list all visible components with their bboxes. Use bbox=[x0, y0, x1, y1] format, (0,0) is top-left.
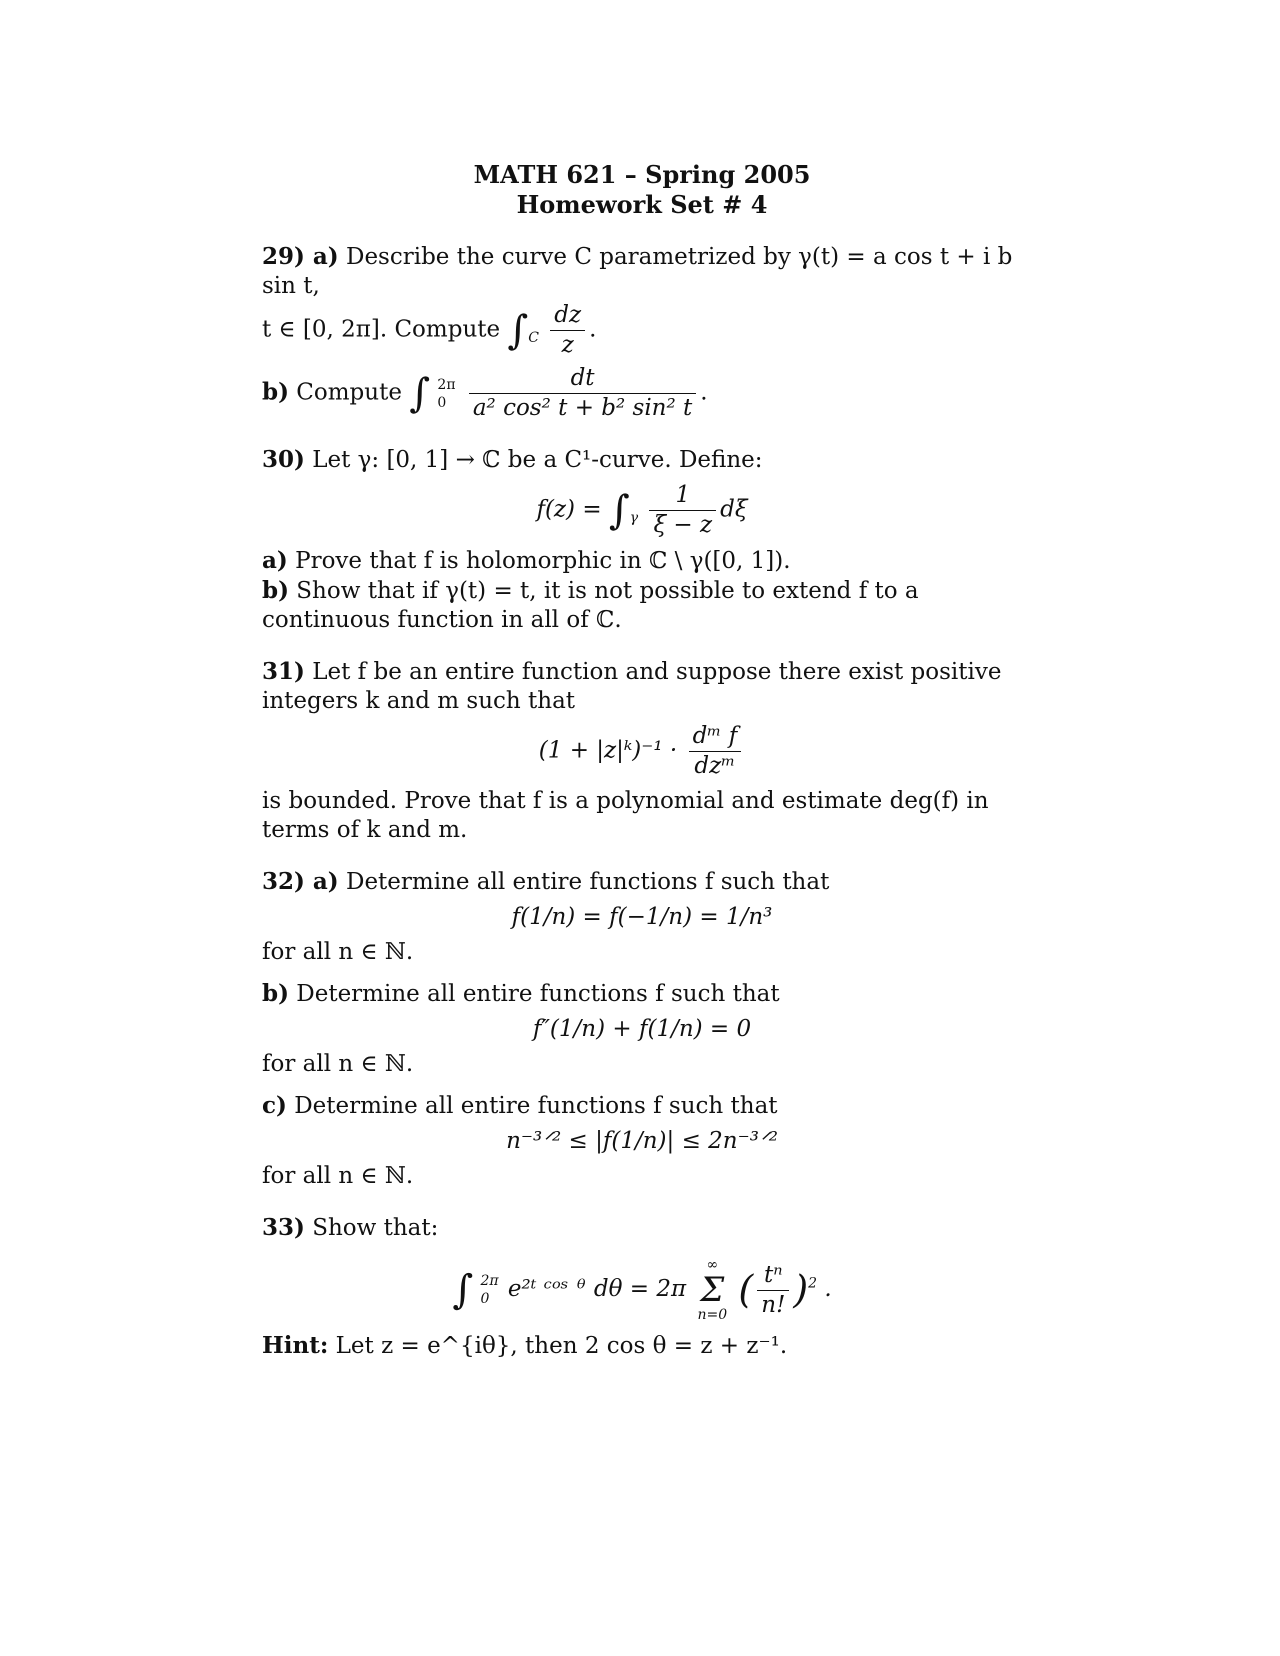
p31-fraction bbox=[689, 722, 742, 781]
p32-c-text: Determine all entire functions f such that bbox=[294, 1093, 778, 1119]
p33-equation bbox=[262, 1257, 1022, 1323]
p32-a-eq: f(1/n) = f(−1/n) = 1/n³ bbox=[511, 904, 773, 930]
p30-b-label: b) bbox=[262, 577, 289, 604]
p33-fraction bbox=[757, 1261, 789, 1320]
p29-a-text1: Describe the curve C parametrized by γ(t) = a cos t + i b sin t, bbox=[262, 244, 1013, 299]
p30-lhs: f(z) = bbox=[536, 496, 602, 523]
p32-a-forall: for all n ∈ ℕ. bbox=[262, 939, 414, 965]
p31-den: dzᵐ bbox=[694, 753, 736, 779]
p33-end: . bbox=[824, 1276, 832, 1302]
p33-limits bbox=[480, 1272, 498, 1308]
p29-b-label: b) bbox=[262, 378, 289, 406]
p29-b-limits bbox=[437, 376, 455, 412]
p33-sum-bot: n=0 bbox=[697, 1307, 728, 1323]
p29-a-label: 29) a) bbox=[262, 243, 339, 270]
p33-num: tⁿ bbox=[757, 1261, 789, 1291]
p32-b-text: Determine all entire functions f such that bbox=[296, 981, 780, 1007]
p33-hint-label: Hint: bbox=[262, 1332, 329, 1359]
p31-equation bbox=[262, 722, 1022, 781]
p33-lower: 0 bbox=[480, 1291, 490, 1307]
integral-sign-icon: ∫ bbox=[452, 1267, 474, 1313]
p32-a-text: Determine all entire functions f such that bbox=[346, 869, 830, 895]
p31-label: 31) bbox=[262, 658, 305, 685]
p29-a-den: z bbox=[561, 332, 574, 358]
p32-c-label: c) bbox=[262, 1092, 287, 1119]
p30-label: 30) bbox=[262, 446, 305, 473]
p31-lhs: (1 + |z|ᵏ)⁻¹ · bbox=[538, 737, 678, 764]
p32-c-eq: n⁻³ᐟ² ≤ |f(1/n)| ≤ 2n⁻³ᐟ² bbox=[506, 1128, 778, 1154]
homework-page bbox=[262, 160, 1022, 1361]
p29-b-den: a² cos² t + b² sin² t bbox=[472, 395, 693, 421]
integral-sign-icon: ∫ bbox=[409, 370, 431, 417]
p31-num: dᵐ f bbox=[689, 722, 742, 752]
p30-intro: Let γ: [0, 1] → ℂ be a C¹-curve. Define: bbox=[312, 447, 763, 473]
title-set: Homework Set # 4 bbox=[516, 190, 768, 219]
p30-fraction bbox=[649, 481, 716, 540]
p32-a-label: 32) a) bbox=[262, 868, 339, 895]
p32-b-eq: f″(1/n) + f(1/n) = 0 bbox=[532, 1016, 752, 1042]
p33-intro: Show that: bbox=[312, 1215, 439, 1241]
p33-upper: 2π bbox=[480, 1273, 499, 1289]
p30-equation bbox=[262, 481, 1022, 540]
p33-label: 33) bbox=[262, 1214, 305, 1241]
p30-b-text: Show that if γ(t) = t, it is not possible to extend f to a continuous function in all of ℂ. bbox=[262, 578, 919, 633]
p33-den: n! bbox=[761, 1291, 786, 1318]
problem-32 bbox=[262, 867, 1022, 1191]
p32-b-label: b) bbox=[262, 980, 289, 1007]
p29-b-fraction bbox=[469, 364, 696, 423]
sigma-icon: Σ bbox=[700, 1270, 725, 1310]
paren-open-icon: ( bbox=[738, 1267, 754, 1312]
paren-close-icon: ) bbox=[793, 1267, 809, 1312]
p33-exp: 2 bbox=[808, 1275, 818, 1292]
p33-hint-text: Let z = e^{iθ}, then 2 cos θ = z + z⁻¹. bbox=[335, 1333, 788, 1359]
p29-a-fraction bbox=[550, 301, 585, 360]
p32-b-forall: for all n ∈ ℕ. bbox=[262, 1051, 414, 1077]
p29-b-num: dt bbox=[469, 364, 696, 394]
problem-31 bbox=[262, 657, 1022, 845]
p30-a-label: a) bbox=[262, 547, 288, 574]
p30-sub: γ bbox=[629, 510, 639, 527]
p33-sum-top: ∞ bbox=[706, 1257, 719, 1273]
title-course: MATH 621 – Spring 2005 bbox=[473, 160, 811, 189]
problem-29: 29) a) Describe the curve C parametrized by γ(t) = a cos t + i b sin t, t ∈ [0, 2π]. Compute $\int_C$ $\frac{dz}{z}$ . b) Compute ∫ 2π 0 $\frac{dt}{\text{a² cos² t + b² sin² t}}$ . bbox=[262, 243, 1013, 421]
p29-b-upper: 2π bbox=[437, 376, 456, 393]
p29-a-num: dz bbox=[550, 301, 585, 331]
p29-b-lower: 0 bbox=[437, 394, 447, 411]
integral-sign-icon: ∫ bbox=[608, 487, 630, 534]
p31-after: is bounded. Prove that f is a polynomial and estimate deg(f) in terms of k and m. bbox=[262, 788, 989, 843]
problem-33 bbox=[262, 1213, 1022, 1361]
p33-sum bbox=[697, 1257, 727, 1323]
p30-tail: dξ bbox=[720, 496, 748, 523]
p31-intro: Let f be an entire function and suppose there exist positive integers k and m such that bbox=[262, 659, 1002, 714]
p33-integrand: e²ᵗ ᶜᵒˢ ᶿ dθ = 2π bbox=[507, 1276, 687, 1302]
p32-c-forall: for all n ∈ ℕ. bbox=[262, 1163, 414, 1189]
integral-sign-icon: ∫ bbox=[507, 307, 529, 354]
p29-b-text: Compute bbox=[296, 379, 402, 406]
p30-den: ξ − z bbox=[653, 512, 713, 538]
problem-30 bbox=[262, 445, 1022, 635]
page-title bbox=[262, 160, 1022, 220]
p30-a-text: Prove that f is holomorphic in ℂ \ γ([0, 1]). bbox=[295, 548, 791, 574]
p29-a-text2: t ∈ [0, 2π]. Compute bbox=[262, 316, 501, 343]
p29-a-int-lower: C bbox=[528, 330, 539, 347]
p30-num: 1 bbox=[649, 481, 716, 511]
